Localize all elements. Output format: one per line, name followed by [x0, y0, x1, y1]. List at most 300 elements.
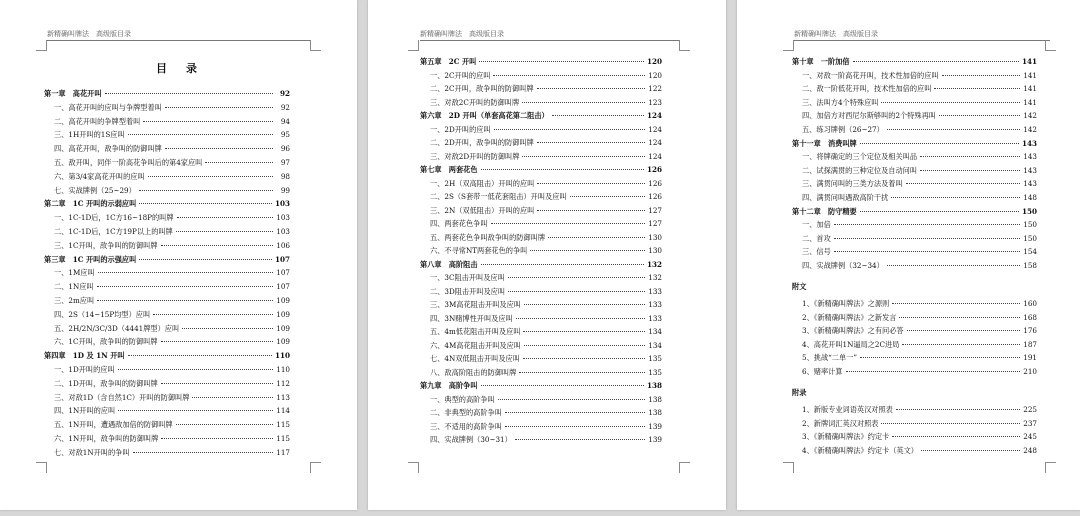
- toc-page-number: 133: [648, 286, 662, 296]
- dot-leader: [176, 231, 273, 232]
- toc-page-number: 94: [280, 116, 290, 126]
- toc-entry-label: 第五章 2C 开叫: [420, 57, 477, 66]
- dot-leader: [494, 129, 645, 130]
- toc-page-number: 142: [1023, 124, 1037, 134]
- toc-page-number: 130: [648, 246, 662, 255]
- toc-entry-label: 二、1N应叫: [54, 282, 94, 292]
- dot-leader: [906, 183, 1020, 184]
- dot-leader: [537, 88, 645, 89]
- toc-page-number: 124: [648, 138, 662, 147]
- dot-leader: [98, 272, 273, 273]
- toc-entry-row: [44, 335, 290, 349]
- toc-page-number: 191: [1023, 353, 1037, 363]
- toc-entry-row: [420, 69, 662, 83]
- toc-entry-label: 第十二章 防守精要: [792, 206, 857, 216]
- toc-page-number: 98: [280, 171, 290, 181]
- dot-leader: [515, 439, 645, 440]
- toc-entry-label: 4、《新精确叫牌法》约定卡（英文）: [802, 446, 918, 456]
- toc-page-number: 126: [648, 178, 662, 188]
- toc-entry-row: [420, 325, 662, 339]
- dot-leader: [139, 190, 273, 191]
- running-head: 新精确叫牌法 高级版目录: [420, 30, 504, 38]
- toc-entry-row: [44, 156, 290, 170]
- toc-entry-row: [420, 352, 662, 366]
- toc-entry-row: [792, 69, 1037, 83]
- crop-mark-top-right: [310, 40, 321, 51]
- toc-entry-label: 二、2S（S套带一低花套阻击）开叫及应叫: [430, 192, 567, 201]
- toc-page-number: 134: [648, 340, 662, 350]
- toc-page-number: 99: [280, 185, 290, 195]
- dot-leader: [493, 75, 645, 76]
- document-page-3: [737, 0, 1080, 510]
- toc-entry-label: 三、对敌1D（含自然1C）开叫的防御叫牌: [54, 392, 190, 402]
- toc-page-number: 107: [274, 254, 290, 264]
- toc-chapter-row: [792, 55, 1037, 69]
- toc-entry-label: 1、新版专业词语英汉对照表: [802, 405, 893, 415]
- toc-page-number: 110: [276, 364, 290, 374]
- dot-leader: [524, 345, 645, 346]
- toc-entry-label: 三、1C开叫，敌争叫的防御叫牌: [54, 240, 158, 250]
- toc-entry-label: 二、2C开叫，敌争叫的防御叫牌: [430, 84, 534, 93]
- dot-leader: [881, 102, 1020, 103]
- toc-entry-row: [44, 266, 290, 280]
- toc-entry-row: [420, 204, 662, 218]
- toc-page-number: 120: [648, 70, 662, 80]
- toc-entry-label: 一、1C-1D后，1C方16~18P的叫牌: [54, 213, 174, 223]
- toc-page-number: 133: [648, 300, 662, 309]
- toc-entry-row: [420, 217, 662, 231]
- toc-page-number: 109: [276, 337, 290, 347]
- toc-entry-label: 二、首攻: [802, 233, 831, 243]
- toc-entry-row: [792, 123, 1037, 137]
- toc-entry-label: 一、将牌确定的三个定位及相关叫品: [802, 152, 918, 162]
- header-rule: [794, 40, 1050, 41]
- running-head: 新精确叫牌法 高级版目录: [794, 30, 878, 38]
- toc-entry-row: [792, 417, 1037, 431]
- toc-entry-row: [44, 432, 290, 446]
- toc-entry-label: 二、试探满贯的三种定位及自动问叫: [802, 165, 918, 175]
- dot-leader: [165, 148, 273, 149]
- toc-page-number: 154: [1023, 247, 1037, 257]
- dot-leader: [97, 300, 273, 301]
- header-rule: [47, 40, 310, 41]
- toc-entry-label: 三、2m应叫: [54, 295, 95, 305]
- toc-entry-label: 二、3D阻击开叫及应叫: [430, 286, 506, 296]
- toc-page-number: 138: [648, 394, 662, 404]
- dot-leader: [161, 438, 273, 439]
- toc-entry-label: 四、实战牌例（30~31）: [430, 435, 512, 444]
- toc-entry-label: 第二章 1C 开叫的示弱应叫: [44, 199, 137, 209]
- toc-page-number: 141: [1023, 97, 1037, 107]
- toc-entry-row: [420, 190, 662, 204]
- toc-page-number: 109: [276, 323, 290, 333]
- toc-page-number: 143: [1023, 179, 1037, 189]
- dot-leader: [479, 61, 644, 62]
- toc-page-number: 109: [276, 309, 290, 319]
- toc-entry-label: 三、2N（双低阻击）开叫的应叫: [430, 205, 535, 215]
- toc-page-number: 107: [276, 268, 290, 278]
- toc-page-number: 150: [1021, 206, 1037, 216]
- toc-entry-row: [44, 101, 290, 115]
- toc-list-page-3: [792, 55, 1037, 458]
- toc-chapter-row: [420, 379, 662, 393]
- toc-page-number: 143: [1023, 152, 1037, 162]
- appendix-heading-fuwen: 附文: [792, 281, 807, 291]
- toc-page-number: 237: [1023, 418, 1037, 428]
- dot-leader: [537, 183, 645, 184]
- dot-leader: [143, 121, 273, 122]
- toc-page-number: 127: [648, 219, 662, 228]
- dot-leader: [133, 452, 273, 453]
- toc-entry-label: 四、满贯问叫遇敌高阶干扰: [802, 192, 889, 202]
- toc-entry-row: [792, 403, 1037, 417]
- toc-entry-row: [792, 259, 1037, 273]
- toc-page-number: 158: [1023, 260, 1037, 270]
- dot-leader: [161, 383, 273, 384]
- running-head: 新精确叫牌法 高级版目录: [47, 30, 131, 38]
- toc-main-section: [792, 55, 1037, 273]
- toc-chapter-row: [44, 253, 290, 267]
- toc-list-page-1: [44, 87, 290, 460]
- toc-entry-label: 四、两套花色争叫: [430, 219, 488, 228]
- toc-entry-label: 四、高花开叫，敌争叫的防御叫牌: [54, 144, 162, 154]
- toc-entry-row: [44, 363, 290, 377]
- toc-appendix-2: [792, 403, 1037, 457]
- dot-leader: [920, 170, 1020, 171]
- toc-page-number: 135: [648, 354, 662, 363]
- dot-leader: [481, 385, 644, 386]
- crop-mark-top-left: [783, 40, 794, 51]
- toc-page-number: 176: [1023, 326, 1037, 336]
- toc-page-number: 123: [648, 97, 662, 107]
- crop-mark-top-right: [1045, 40, 1056, 51]
- toc-page-number: 110: [274, 351, 290, 361]
- crop-mark-bottom-left: [408, 462, 419, 473]
- dot-leader: [118, 369, 273, 370]
- dot-leader: [498, 399, 645, 400]
- crop-mark-bottom-left: [36, 462, 47, 473]
- toc-entry-row: [792, 191, 1037, 205]
- toc-entry-label: 第八章 高阶阻击: [420, 259, 478, 269]
- toc-entry-row: [792, 311, 1037, 325]
- toc-page-number: 139: [648, 421, 662, 431]
- dot-leader: [881, 423, 1020, 424]
- dot-leader: [846, 371, 1020, 372]
- toc-chapter-row: [44, 87, 290, 101]
- toc-entry-row: [420, 312, 662, 326]
- toc-page-number: 135: [648, 367, 662, 377]
- toc-entry-row: [792, 324, 1037, 338]
- dot-leader: [522, 156, 645, 157]
- toc-entry-label: 第四章 1D 及 1N 开叫: [44, 351, 125, 361]
- toc-chapter-row: [420, 55, 662, 69]
- toc-entry-row: [44, 308, 290, 322]
- toc-entry-label: 三、满贯问叫的三类方法及着叫: [802, 179, 903, 189]
- dot-leader: [481, 169, 644, 170]
- toc-page-number: 130: [648, 232, 662, 242]
- toc-entry-row: [420, 393, 662, 407]
- dot-leader: [896, 409, 1020, 410]
- toc-entry-row: [792, 82, 1037, 96]
- dot-leader: [118, 410, 273, 411]
- toc-page-number: 142: [1023, 111, 1037, 121]
- toc-page-number: 168: [1023, 312, 1037, 322]
- dot-leader: [176, 424, 273, 425]
- toc-entry-label: 三、不适用的高阶争叫: [430, 421, 502, 431]
- toc-entry-row: [792, 96, 1037, 110]
- toc-entry-label: 4、高花开叫1N逼局之2C进局: [802, 339, 900, 349]
- toc-entry-label: 第十章 一阶加倍: [792, 57, 850, 66]
- dot-leader: [891, 197, 1020, 198]
- toc-page-number: 117: [276, 447, 290, 457]
- dot-leader: [165, 107, 273, 108]
- crop-mark-bottom-right: [1045, 462, 1056, 473]
- document-page-2: [368, 0, 726, 510]
- toc-entry-row: [420, 366, 662, 380]
- toc-entry-row: [420, 136, 662, 150]
- dot-leader: [519, 372, 645, 373]
- toc-chapter-row: [420, 258, 662, 272]
- toc-entry-label: 七、实战牌例（25~29）: [54, 185, 136, 195]
- toc-entry-row: [792, 430, 1037, 444]
- toc-entry-row: [44, 225, 290, 239]
- toc-chapter-row: [44, 349, 290, 363]
- dot-leader: [105, 93, 273, 94]
- toc-entry-label: 四、1N开叫的应叫: [54, 406, 116, 416]
- dot-leader: [516, 318, 645, 319]
- toc-entry-label: 二、高花开叫的争牌型着叫: [54, 116, 141, 126]
- dot-leader: [853, 61, 1019, 62]
- toc-page-number: 120: [646, 57, 662, 66]
- toc-entry-row: [44, 391, 290, 405]
- toc-entry-label: 第一章 高花开叫: [44, 89, 102, 98]
- dot-leader: [139, 259, 272, 260]
- toc-entry-row: [792, 245, 1037, 259]
- toc-chapter-row: [792, 205, 1037, 219]
- dot-leader: [491, 223, 645, 224]
- toc-entry-row: [420, 244, 662, 258]
- dot-leader: [523, 358, 645, 359]
- toc-entry-label: 6、赌率计算: [802, 367, 843, 377]
- toc-page-number: 150: [1023, 233, 1037, 243]
- toc-entry-row: [792, 444, 1037, 458]
- toc-page-number: 187: [1023, 339, 1037, 349]
- toc-entry-label: 一、对敌一阶高花开叫，技术性加倍的应叫: [802, 70, 939, 80]
- toc-entry-row: [792, 351, 1037, 365]
- toc-page-number: 115: [276, 420, 290, 430]
- toc-entry-label: 一、1M应叫: [54, 268, 95, 278]
- toc-page-number: 139: [648, 435, 662, 444]
- toc-entry-label: 六、4M高花阻击开叫及应叫: [430, 340, 521, 350]
- toc-entry-label: 二、1D开叫，敌争叫的防御叫牌: [54, 378, 158, 388]
- toc-page-number: 225: [1023, 405, 1037, 415]
- toc-page-number: 92: [280, 102, 290, 112]
- crop-mark-top-right: [679, 40, 690, 51]
- toc-page-number: 109: [276, 295, 290, 305]
- dot-leader: [834, 251, 1020, 252]
- toc-page-number: 106: [276, 240, 290, 250]
- crop-mark-bottom-right: [310, 462, 321, 473]
- toc-entry-row: [420, 123, 662, 137]
- toc-page-number: 122: [648, 84, 662, 93]
- toc-page-number: 133: [648, 313, 662, 323]
- toc-entry-label: 四、2S（14~15P均型）应叫: [54, 309, 151, 319]
- toc-page-number: 141: [1023, 70, 1037, 80]
- toc-entry-label: 五、2H/2N/3C/3D（4441牌型）应叫: [54, 323, 180, 333]
- toc-entry-label: 三、对敌2D开叫的防御叫牌: [430, 151, 520, 161]
- toc-entry-label: 一、典型的高阶争叫: [430, 394, 495, 404]
- toc-entry-label: 一、2C开叫的应叫: [430, 70, 491, 80]
- toc-entry-label: 二、1C-1D后，1C方19P以上的叫牌: [54, 226, 173, 236]
- toc-entry-row: [420, 420, 662, 434]
- dot-leader: [161, 341, 273, 342]
- toc-chapter-row: [44, 197, 290, 211]
- dot-leader: [148, 176, 273, 177]
- dot-leader: [139, 203, 272, 204]
- toc-entry-row: [792, 297, 1037, 311]
- dot-leader: [548, 237, 645, 238]
- toc-entry-label: 三、法叫方4个特殊应叫: [802, 97, 879, 107]
- toc-entry-row: [792, 164, 1037, 178]
- toc-entry-label: 六、不寻常NT两套花色的争叫: [430, 246, 528, 255]
- toc-entry-row: [420, 298, 662, 312]
- document-page-1: [0, 0, 357, 510]
- toc-entry-row: [792, 338, 1037, 352]
- toc-entry-label: 六、1N开叫，敌争叫的防御叫牌: [54, 433, 159, 443]
- toc-entry-label: 一、3C阻击开叫及应叫: [430, 273, 505, 282]
- toc-chapter-row: [420, 163, 662, 177]
- toc-entry-label: 第九章 高阶争叫: [420, 381, 478, 390]
- dot-leader: [523, 331, 645, 332]
- toc-entry-row: [792, 177, 1037, 191]
- dot-leader: [570, 196, 645, 197]
- toc-entry-row: [420, 285, 662, 299]
- toc-page-number: 96: [280, 144, 290, 154]
- toc-page-number: 126: [648, 192, 662, 201]
- toc-page-number: 114: [276, 406, 290, 416]
- dot-leader: [508, 291, 645, 292]
- toc-page-number: 97: [280, 157, 290, 167]
- toc-entry-row: [420, 406, 662, 420]
- dot-leader: [939, 115, 1020, 116]
- toc-entry-label: 六、1C开叫，敌争叫的防御叫牌: [54, 337, 158, 347]
- crop-mark-top-left: [408, 40, 419, 51]
- toc-page-number: 148: [1023, 192, 1037, 202]
- toc-page-number: 103: [276, 226, 290, 236]
- dot-leader: [860, 211, 1019, 212]
- dot-leader: [902, 344, 1020, 345]
- toc-entry-row: [44, 322, 290, 336]
- toc-page-number: 112: [276, 378, 290, 388]
- toc-page-number: 160: [1023, 299, 1037, 309]
- toc-entry-label: 3、《新精确叫牌法》之有问必答: [802, 326, 904, 336]
- toc-entry-label: 3、《新精确叫牌法》约定卡: [802, 432, 890, 442]
- toc-entry-row: [792, 150, 1037, 164]
- dot-leader: [508, 277, 645, 278]
- toc-page-number: 127: [648, 205, 662, 215]
- toc-entry-label: 二、2D开叫，敌争叫的防御叫牌: [430, 138, 534, 147]
- toc-entry-label: 1、《新精确叫牌法》之源则: [802, 299, 890, 309]
- toc-entry-row: [44, 170, 290, 184]
- dot-leader: [887, 129, 1020, 130]
- toc-entry-label: 七、4N双低阻击开叫及应叫: [430, 354, 520, 363]
- toc-page-number: 115: [276, 433, 290, 443]
- toc-page-number: 143: [1023, 165, 1037, 175]
- toc-entry-row: [44, 142, 290, 156]
- dot-leader: [205, 162, 273, 163]
- dot-leader: [537, 142, 645, 143]
- dot-leader: [860, 357, 1020, 358]
- toc-entry-row: [44, 211, 290, 225]
- dot-leader: [97, 286, 273, 287]
- dot-leader: [481, 264, 644, 265]
- dot-leader: [182, 328, 273, 329]
- appendix-heading-fulu: 附录: [792, 387, 807, 397]
- toc-entry-label: 七、对敌1N开叫的争叫: [54, 447, 130, 457]
- toc-entry-row: [420, 150, 662, 164]
- dot-leader: [153, 314, 273, 315]
- toc-entry-label: 五、两套花色争叫敌争叫的防御叫牌: [430, 232, 546, 242]
- toc-page-number: 124: [648, 151, 662, 161]
- toc-entry-label: 四、3N赌博性开叫及应叫: [430, 313, 513, 323]
- toc-entry-row: [792, 365, 1037, 379]
- toc-entry-row: [420, 96, 662, 110]
- toc-entry-row: [44, 128, 290, 142]
- toc-entry-row: [44, 418, 290, 432]
- toc-page-number: 132: [648, 273, 662, 282]
- toc-list-page-2: [420, 55, 662, 447]
- toc-entry-label: 三、1H开叫的1S应叫: [54, 130, 125, 140]
- dot-leader: [860, 143, 1019, 144]
- toc-entry-label: 第三章 1C 开叫的示强应叫: [44, 254, 137, 264]
- toc-entry-label: 一、高花开叫的应叫与争牌型着叫: [54, 102, 162, 112]
- toc-entry-row: [792, 218, 1037, 232]
- toc-entry-label: 一、2H（双高阻击）开叫的应叫: [430, 178, 535, 188]
- toc-entry-label: 2、新牌词汇英汉对照表: [802, 418, 879, 428]
- toc-page-number: 138: [648, 408, 662, 417]
- toc-entry-row: [44, 294, 290, 308]
- toc-entry-row: [420, 271, 662, 285]
- toc-page-number: 126: [646, 165, 662, 174]
- toc-entry-label: 一、加倍: [802, 220, 831, 230]
- toc-appendix-1: [792, 297, 1037, 379]
- toc-entry-label: 五、敌开叫，同伴一阶高花争叫后的第4家应叫: [54, 157, 203, 167]
- toc-page-number: 245: [1023, 432, 1037, 442]
- toc-entry-row: [420, 433, 662, 447]
- toc-page-number: 132: [646, 259, 662, 269]
- toc-page-number: 107: [276, 282, 290, 292]
- toc-entry-label: 三、信号: [802, 247, 831, 257]
- toc-title: 目 录: [156, 62, 201, 75]
- toc-entry-label: 三、3M高花阻击开叫及应叫: [430, 300, 521, 309]
- toc-entry-label: 五、4m低花阻击开叫及应叫: [430, 327, 521, 336]
- toc-entry-label: 二、非典型的高阶争叫: [430, 408, 502, 417]
- toc-entry-row: [420, 82, 662, 96]
- toc-entry-row: [44, 280, 290, 294]
- dot-leader: [934, 88, 1020, 89]
- dot-leader: [921, 450, 1020, 451]
- dot-leader: [907, 330, 1020, 331]
- toc-chapter-row: [420, 109, 662, 123]
- dot-leader: [887, 265, 1020, 266]
- dot-leader: [892, 303, 1020, 304]
- dot-leader: [530, 250, 645, 251]
- toc-entry-label: 2、《新精确叫牌法》之新发言: [802, 312, 897, 322]
- dot-leader: [128, 134, 273, 135]
- toc-entry-label: 第六章 2D 开叫（单套高花第二阻击）: [420, 111, 549, 120]
- dot-leader: [552, 115, 644, 116]
- dot-leader: [505, 412, 645, 413]
